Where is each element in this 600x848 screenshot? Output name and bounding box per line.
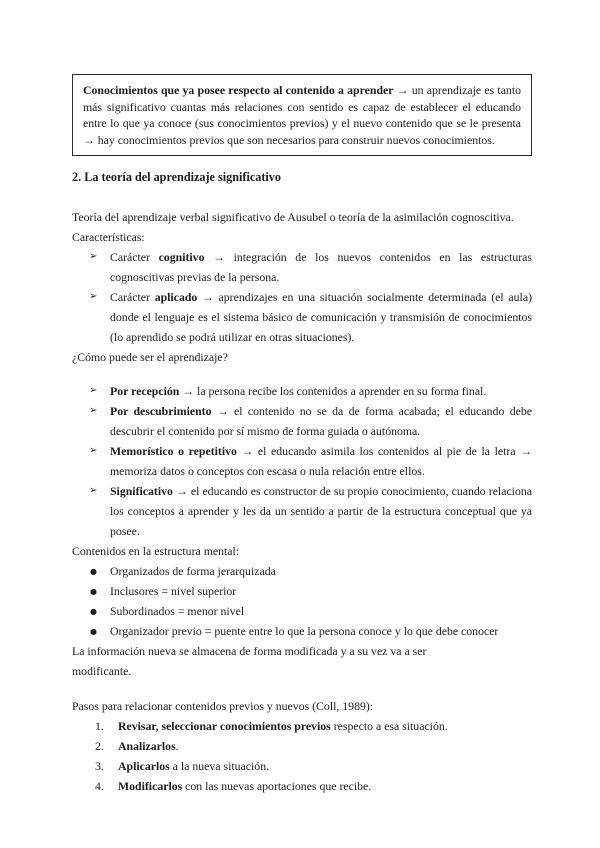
dot-bullet-icon: ● xyxy=(90,627,97,636)
list-item xyxy=(72,381,532,401)
info-line-2: modificante. xyxy=(72,664,132,678)
list-item-text xyxy=(110,290,532,344)
list-item-text xyxy=(118,739,179,753)
item-text-pre: Carácter xyxy=(110,250,159,264)
item-number: 4. xyxy=(95,779,104,793)
item-text-rest: . xyxy=(175,739,179,753)
item-text-rest: → el educando es constructor de su propio conocimiento, cuando relaciona los conceptos a aprender y les da un sentido a partir de la estructura conceptual que ya posee. xyxy=(110,484,532,538)
item-text-rest: → integración de los nuevos contenidos en las estructuras cognoscitivas previas de la persona. xyxy=(110,250,532,284)
list-item-text xyxy=(118,759,269,773)
list-item-text xyxy=(110,250,532,284)
numbered-list-item xyxy=(72,736,532,756)
item-text-bold: Por descubrimiento xyxy=(110,404,212,418)
list-item xyxy=(72,287,532,347)
dot-bullet-icon: ● xyxy=(90,607,97,616)
list-item xyxy=(72,441,532,481)
info-line-1: La información nueva se almacena de forma modificada y a su vez va a ser xyxy=(72,644,427,658)
item-text-bold: Memorístico o repetitivo xyxy=(110,444,237,458)
list-item-text xyxy=(118,779,371,793)
item-number: 3. xyxy=(95,759,104,773)
intro-paragraph: Teoría del aprendizaje verbal significativo de Ausubel o teoría de la asimilación cognoscitiva. xyxy=(72,210,514,224)
item-text-bold: Revisar, seleccionar conocimientos previos xyxy=(118,719,331,733)
concept-rest-text: → un aprendizaje es tanto más significativo cuantas más relaciones con sentido es capaz de establecer el educando entre lo que ya conoce (sus conocimientos previos) y el nuevo contenido que se le presenta → hay conocimientos previos que son necesarios para construir nuevos conocimientos. xyxy=(83,83,521,147)
list-item-text: Organizados de forma jerarquizada xyxy=(110,564,276,578)
item-text-rest: → el contenido no se da de forma acabada; el educando debe descubrir el contenido por sí mismo de forma guiada o autónoma. xyxy=(110,404,532,438)
list-item xyxy=(72,621,532,641)
list-item-text xyxy=(110,384,486,398)
list-item xyxy=(72,581,532,601)
numbered-list-item xyxy=(72,716,532,736)
contenidos-label: Contenidos en la estructura mental: xyxy=(72,544,240,558)
list-item-text xyxy=(110,484,532,538)
arrow-bullet-icon: ➢ xyxy=(89,251,98,262)
item-text-rest: → aprendizajes en una situación socialmente determinada (el aula) donde el lenguaje es el sistema básico de comunicación y transmisión de conocimientos (lo aprendido se podrá utilizar en otras situaciones). xyxy=(110,290,532,344)
tipos-aprendizaje-list xyxy=(72,381,532,541)
dot-bullet-icon: ● xyxy=(90,587,97,596)
item-text-bold: aplicado xyxy=(154,290,198,304)
key-concept-box xyxy=(72,74,532,156)
list-item xyxy=(72,401,532,441)
list-item-text xyxy=(110,404,532,438)
item-text-rest: → el educando asimila los contenidos al pie de la letra → memoriza datos o conceptos con escasa o nula relación entre ellos. xyxy=(110,444,532,478)
arrow-bullet-icon: ➢ xyxy=(89,445,98,456)
list-item xyxy=(72,601,532,621)
item-text-rest: con las nuevas aportaciones que recibe. xyxy=(182,779,372,793)
arrow-bullet-icon: ➢ xyxy=(89,291,98,302)
list-item-text: Subordinados = menor nivel xyxy=(110,604,245,618)
list-item-text: Organizador previo = puente entre lo que la persona conoce y lo que debe conocer xyxy=(110,624,499,638)
caracteristicas-label: Características: xyxy=(72,230,145,244)
section-heading: 2. La teoría del aprendizaje significativo xyxy=(72,170,281,184)
item-number: 1. xyxy=(95,719,104,733)
list-item xyxy=(72,481,532,541)
item-text-rest: a la nueva situación. xyxy=(169,759,270,773)
contenidos-list xyxy=(72,561,532,641)
list-item xyxy=(72,247,532,287)
item-number: 2. xyxy=(95,739,104,753)
info-paragraph xyxy=(72,641,532,681)
item-text-bold: Significativo xyxy=(110,484,173,498)
list-item xyxy=(72,561,532,581)
list-item-text: Inclusores = nivel superior xyxy=(110,584,237,598)
pasos-list xyxy=(72,716,532,796)
caracteristicas-list xyxy=(72,247,532,347)
arrow-bullet-icon: ➢ xyxy=(89,405,98,416)
arrow-bullet-icon: ➢ xyxy=(89,485,98,496)
numbered-list-item xyxy=(72,756,532,776)
item-text-bold: Modificarlos xyxy=(118,779,183,793)
item-text-rest: respecto a esa situación. xyxy=(330,719,448,733)
item-text-bold: Analizarlos xyxy=(118,739,176,753)
list-item-text xyxy=(110,444,532,478)
item-text-bold: Aplicarlos xyxy=(118,759,170,773)
item-text-bold: Por recepción xyxy=(110,384,180,398)
numbered-list-item xyxy=(72,776,532,796)
pasos-label: Pasos para relacionar contenidos previos y nuevos (Coll, 1989): xyxy=(72,699,374,713)
dot-bullet-icon: ● xyxy=(90,567,97,576)
item-text-pre: Carácter xyxy=(110,290,155,304)
arrow-bullet-icon: ➢ xyxy=(89,385,98,396)
list-item-text xyxy=(118,719,448,733)
concept-bold-text: Conocimientos que ya posee respecto al contenido a aprender xyxy=(83,83,394,97)
item-text-bold: cognitivo xyxy=(158,250,205,264)
concept-paragraph xyxy=(83,82,521,148)
question-line: ¿Cómo puede ser el aprendizaje? xyxy=(72,350,228,364)
item-text-rest: → la persona recibe los contenidos a aprender en su forma final. xyxy=(179,384,487,398)
